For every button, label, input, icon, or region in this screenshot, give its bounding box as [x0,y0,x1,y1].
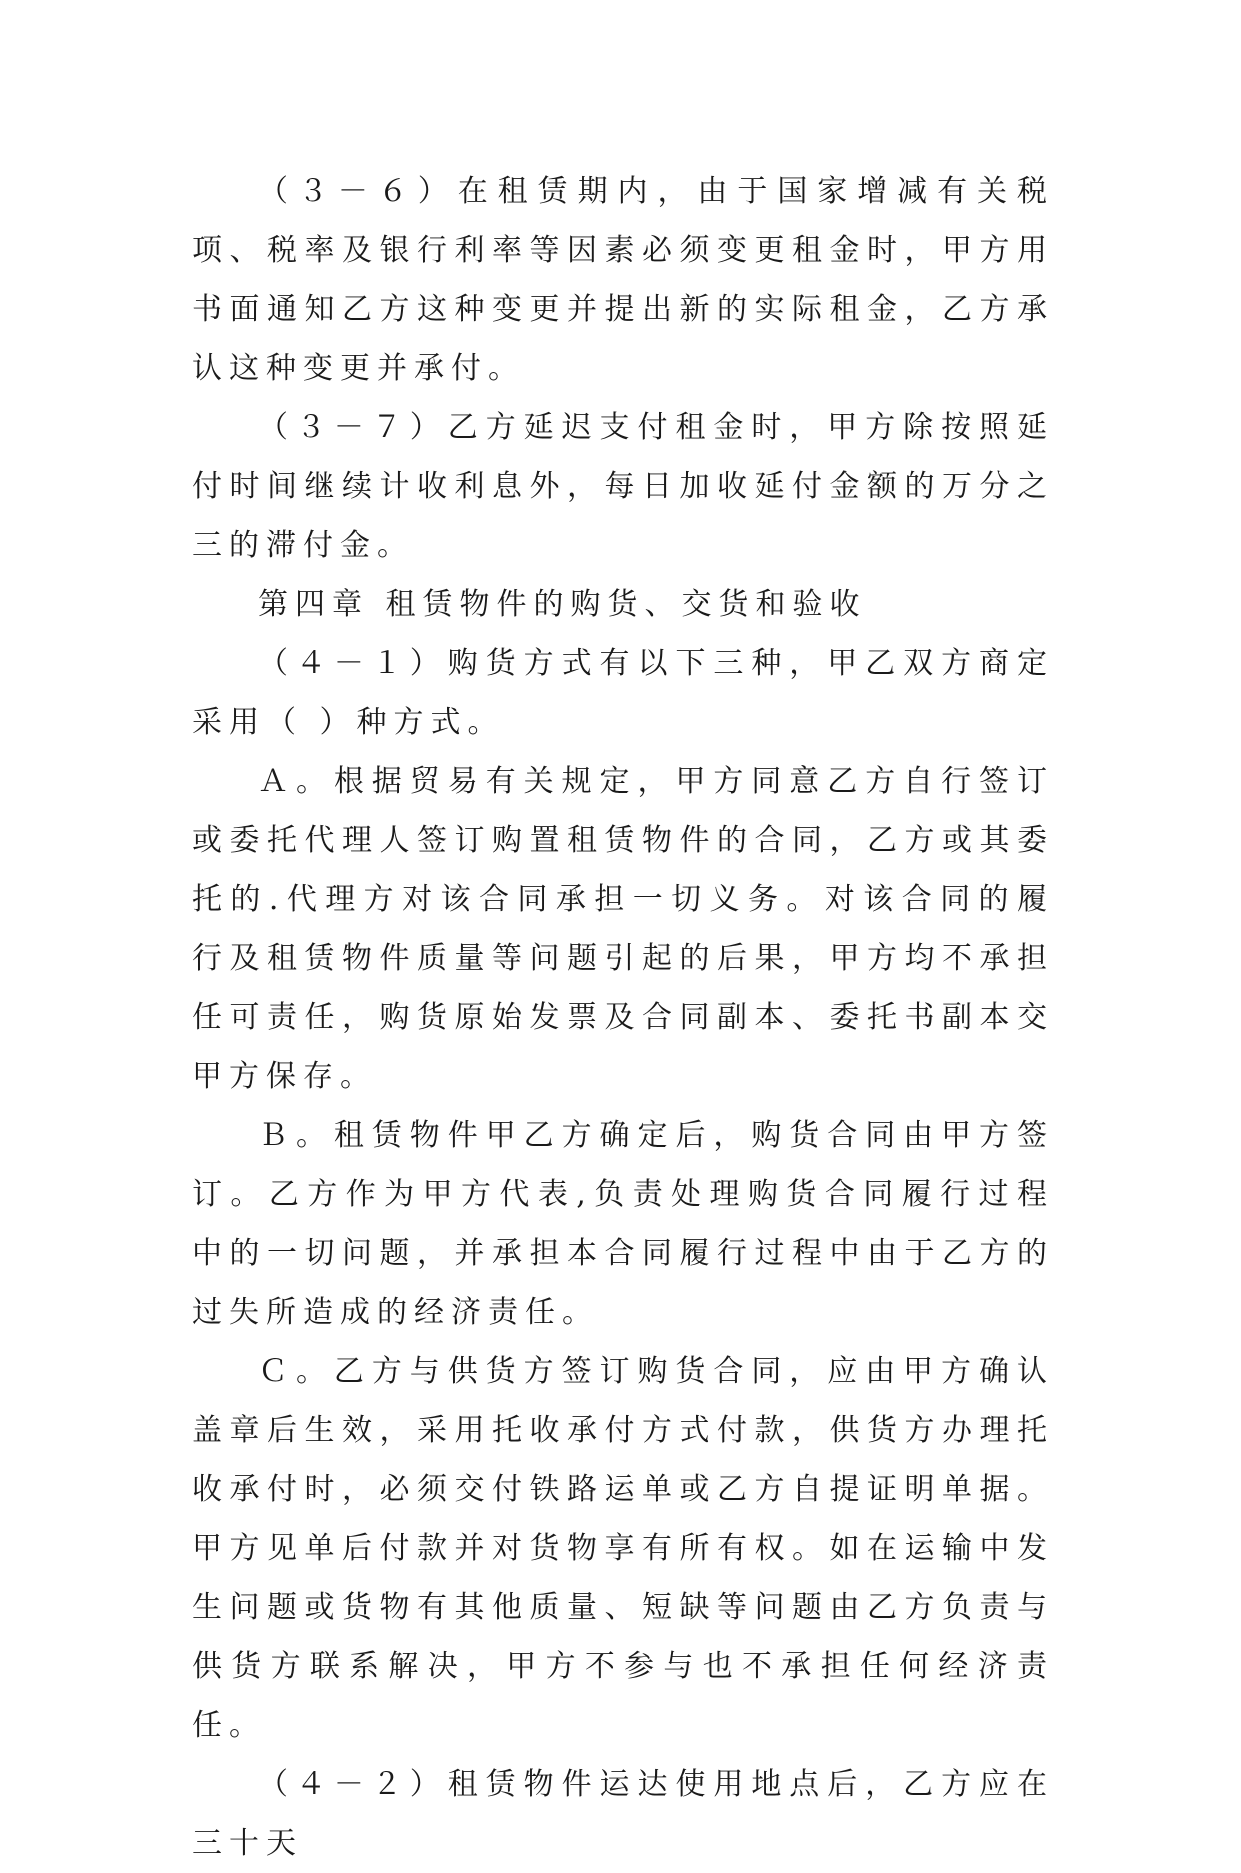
paragraph-4-2: （４－２）租赁物件运达使用地点后，乙方应在三十天 [192,1767,1054,1861]
paragraph-4-1: （４－１）购货方式有以下三种，甲乙双方商定采用（ ）种方式。 [192,646,1054,740]
paragraph-3-6: （３－６）在租赁期内，由于国家增减有关税项、税率及银行利率等因素必须变更租金时，甲方用书面通知乙方这种变更并提出新的实际租金，乙方承认这种变更并承付。 [192,174,1054,386]
paragraph-option-a: Ａ。根据贸易有关规定，甲方同意乙方自行签订或委托代理人签订购置租赁物件的合同，乙方或其委托的.代理方对该合同承担一切义务。对该合同的履行及租赁物件质量等问题引起的后果，甲方均不承担任可责任，购货原始发票及合同副本、委托书副本交甲方保存。 [192,764,1054,1094]
paragraph-option-c: Ｃ。乙方与供货方签订购货合同，应由甲方确认盖章后生效，采用托收承付方式付款，供货方办理托收承付时，必须交付铁路运单或乙方自提证明单据。甲方见单后付款并对货物享有所有权。如在运输中发生问题或货物有其他质量、短缺等问题由乙方负责与供货方联系解决，甲方不参与也不承担任何经济责任。 [192,1354,1054,1743]
chapter-heading: 第四章 租赁物件的购货、交货和验收 [258,587,867,622]
paragraph-3-7: （３－７）乙方延迟支付租金时，甲方除按照延付时间继续计收利息外，每日加收延付金额的万分之三的滞付金。 [192,410,1054,563]
paragraph-option-b: Ｂ。租赁物件甲乙方确定后，购货合同由甲方签订。乙方作为甲方代表,负责处理购货合同履行过程中的一切问题，并承担本合同履行过程中由于乙方的过失所造成的经济责任。 [192,1118,1054,1330]
document-body [192,162,1054,1873]
